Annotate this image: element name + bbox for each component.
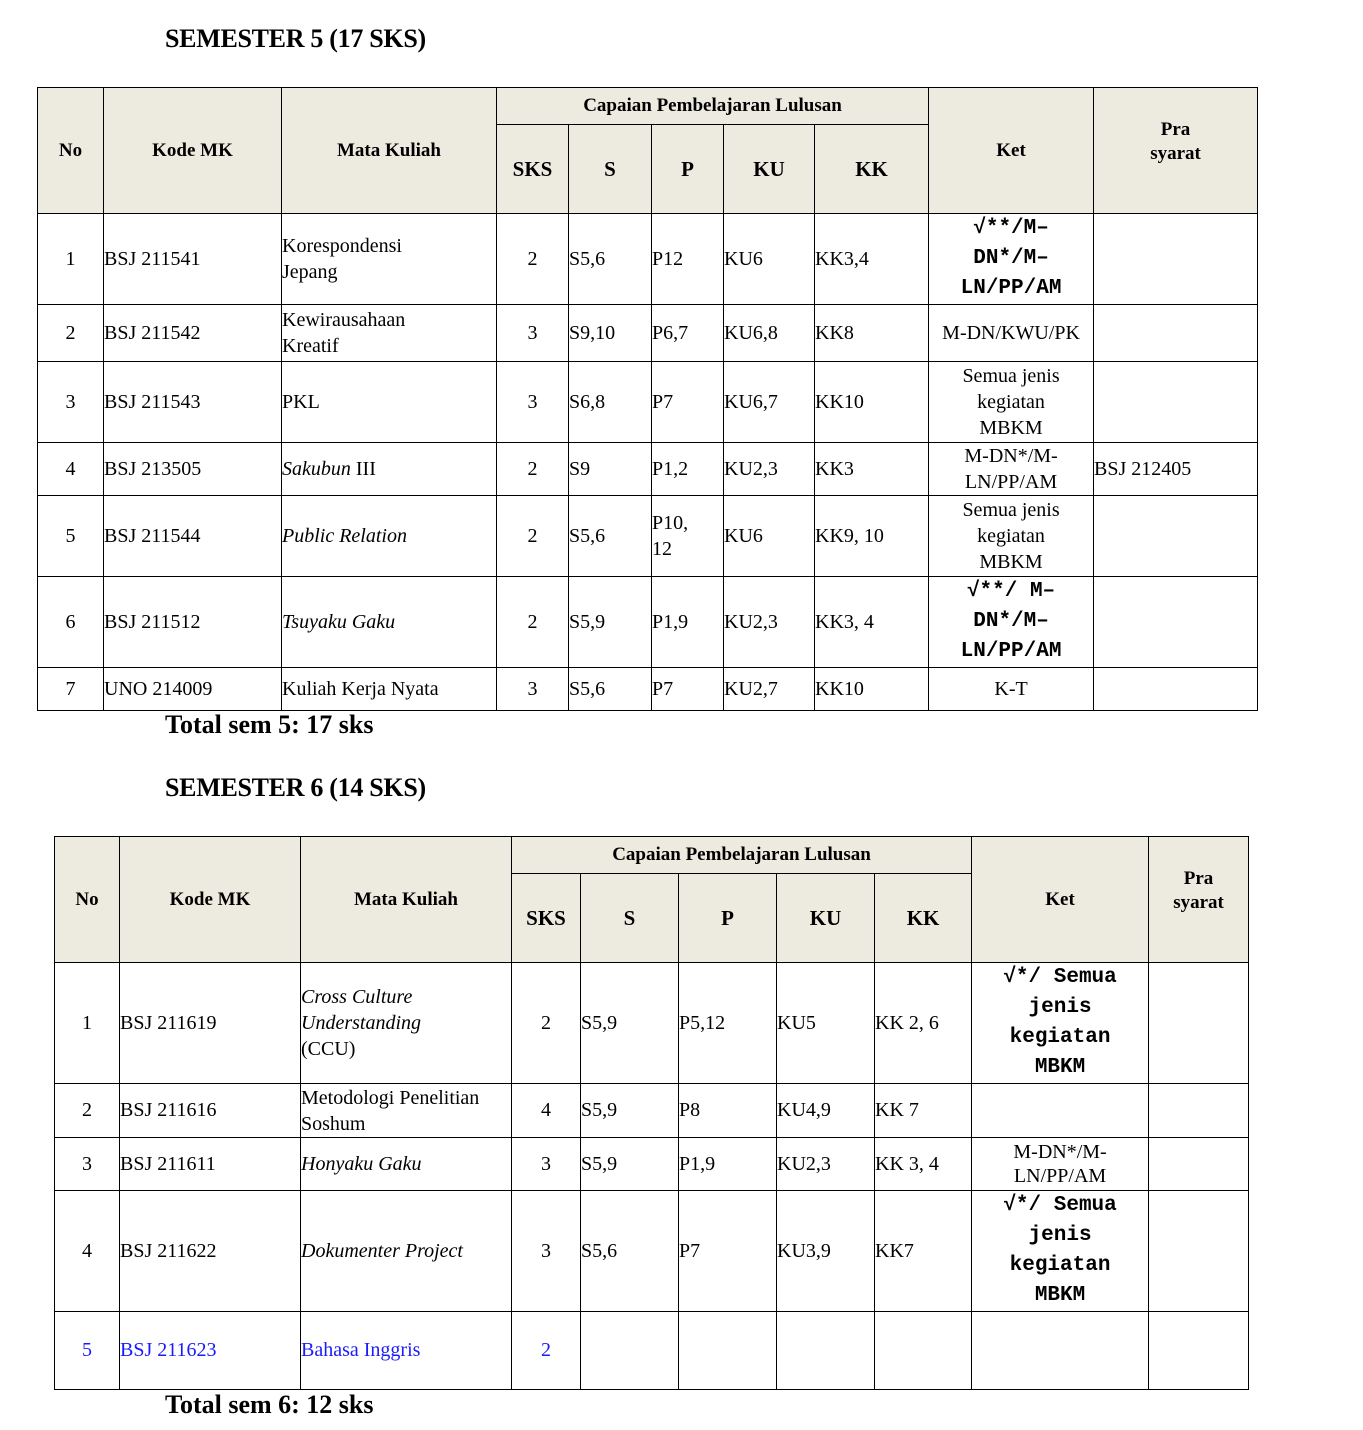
cell-p: P10, 12 xyxy=(652,496,724,577)
cell-prasyarat xyxy=(1149,1138,1249,1191)
cell-no: 5 xyxy=(55,1312,120,1390)
table-row xyxy=(38,668,1258,711)
cell-ket xyxy=(972,1084,1149,1138)
cell-p xyxy=(679,1312,777,1390)
table-row xyxy=(38,214,1258,305)
cell-ket: Semua jenis kegiatan MBKM xyxy=(929,362,1094,443)
cell-sks: 2 xyxy=(497,577,569,668)
cell-p: P1,2 xyxy=(652,443,724,496)
cell-kode: BSJ 211616 xyxy=(120,1084,301,1138)
cell-s: S5,6 xyxy=(569,496,652,577)
cell-no: 5 xyxy=(38,496,104,577)
cell-kode: BSJ 211541 xyxy=(104,214,282,305)
cell-kk: KK3, 4 xyxy=(815,577,929,668)
table-row xyxy=(55,1138,1249,1191)
header-s: S xyxy=(569,125,652,214)
cell-prasyarat xyxy=(1149,1191,1249,1312)
cell-mata-kuliah: Kewirausahaan Kreatif xyxy=(282,305,497,362)
cell-kode: BSJ 211544 xyxy=(104,496,282,577)
cell-kk: KK 3, 4 xyxy=(875,1138,972,1191)
cell-kode: UNO 214009 xyxy=(104,668,282,711)
cell-ku xyxy=(777,1312,875,1390)
cell-ket: M-DN*/M-LN/PP/AM xyxy=(972,1138,1149,1191)
cell-kk: KK3,4 xyxy=(815,214,929,305)
cell-ku: KU6,8 xyxy=(724,305,815,362)
header-kode-mk: Kode MK xyxy=(104,88,282,214)
cell-s: S5,9 xyxy=(569,577,652,668)
table-row xyxy=(38,496,1258,577)
cell-sks: 3 xyxy=(512,1191,581,1312)
header-ket: Ket xyxy=(929,88,1094,214)
header-no: No xyxy=(55,837,120,963)
cell-s: S5,9 xyxy=(581,963,679,1084)
cell-ku: KU5 xyxy=(777,963,875,1084)
cell-sks: 2 xyxy=(512,1312,581,1390)
cell-sks: 2 xyxy=(497,214,569,305)
header-ket: Ket xyxy=(972,837,1149,963)
header-p: P xyxy=(652,125,724,214)
cell-ket xyxy=(972,1312,1149,1390)
semester-5-title: SEMESTER 5 (17 SKS) xyxy=(165,24,426,53)
header-prasyarat-line2: syarat xyxy=(1150,143,1201,164)
header-prasyarat xyxy=(1149,837,1249,963)
cell-p: P8 xyxy=(679,1084,777,1138)
mata-kuliah-rest: III xyxy=(350,457,376,480)
header-capaian-pembelajaran: Capaian Pembelajaran Lulusan xyxy=(497,88,929,125)
cell-no: 3 xyxy=(55,1138,120,1191)
cell-prasyarat xyxy=(1094,496,1258,577)
cell-prasyarat xyxy=(1149,1084,1249,1138)
header-kk: KK xyxy=(875,874,972,963)
cell-mata-kuliah xyxy=(301,963,512,1084)
cell-ku: KU4,9 xyxy=(777,1084,875,1138)
cell-mata-kuliah: Dokumenter Project xyxy=(301,1191,512,1312)
cell-kk: KK10 xyxy=(815,668,929,711)
mata-kuliah-rest: (CCU) xyxy=(301,1038,356,1060)
cell-sks: 2 xyxy=(497,443,569,496)
cell-sks: 3 xyxy=(497,305,569,362)
cell-sks: 3 xyxy=(512,1138,581,1191)
cell-p: P12 xyxy=(652,214,724,305)
cell-p: P7 xyxy=(652,668,724,711)
cell-ket: K-T xyxy=(929,668,1094,711)
cell-mata-kuliah: Bahasa Inggris xyxy=(301,1312,512,1390)
cell-kk: KK9, 10 xyxy=(815,496,929,577)
cell-ket: √**/ M–DN*/M–LN/PP/AM xyxy=(929,577,1094,668)
cell-s: S6,8 xyxy=(569,362,652,443)
cell-ket: √*/ Semua jenis kegiatan MBKM xyxy=(972,963,1149,1084)
cell-kk: KK 2, 6 xyxy=(875,963,972,1084)
cell-kode: BSJ 211623 xyxy=(120,1312,301,1390)
cell-p: P7 xyxy=(652,362,724,443)
cell-kode: BSJ 211619 xyxy=(120,963,301,1084)
table-row xyxy=(38,443,1258,496)
cell-prasyarat xyxy=(1094,214,1258,305)
mata-kuliah-italic: Sakubun xyxy=(282,457,351,480)
cell-prasyarat xyxy=(1094,362,1258,443)
table-row xyxy=(55,1312,1249,1390)
cell-s: S9,10 xyxy=(569,305,652,362)
cell-ku: KU6 xyxy=(724,214,815,305)
cell-kode: BSJ 211622 xyxy=(120,1191,301,1312)
header-sks: SKS xyxy=(512,874,581,963)
header-kk: KK xyxy=(815,125,929,214)
cell-no: 2 xyxy=(38,305,104,362)
semester-6-title: SEMESTER 6 (14 SKS) xyxy=(165,773,426,802)
cell-mata-kuliah: Public Relation xyxy=(282,496,497,577)
cell-kk: KK10 xyxy=(815,362,929,443)
table-row xyxy=(55,963,1249,1084)
cell-mata-kuliah: Kuliah Kerja Nyata xyxy=(282,668,497,711)
cell-p: P1,9 xyxy=(679,1138,777,1191)
cell-p: P6,7 xyxy=(652,305,724,362)
mata-kuliah-italic: Cross Culture Understanding xyxy=(301,986,421,1034)
header-sks: SKS xyxy=(497,125,569,214)
header-prasyarat-line1: Pra xyxy=(1160,119,1191,140)
cell-ku: KU2,3 xyxy=(724,443,815,496)
header-prasyarat-line1: Pra xyxy=(1183,868,1214,889)
cell-s: S5,9 xyxy=(581,1138,679,1191)
cell-prasyarat: BSJ 212405 xyxy=(1094,443,1258,496)
cell-s: S5,6 xyxy=(581,1191,679,1312)
header-kode-mk: Kode MK xyxy=(120,837,301,963)
cell-ku: KU2,3 xyxy=(777,1138,875,1191)
table-row xyxy=(38,362,1258,443)
cell-ket: √*/ Semua jenis kegiatan MBKM xyxy=(972,1191,1149,1312)
semester-5-table xyxy=(37,87,1258,711)
cell-sks: 2 xyxy=(512,963,581,1084)
table-row xyxy=(38,577,1258,668)
cell-p: P5,12 xyxy=(679,963,777,1084)
cell-prasyarat xyxy=(1149,963,1249,1084)
cell-ket: √**/M–DN*/M–LN/PP/AM xyxy=(929,214,1094,305)
cell-mata-kuliah: PKL xyxy=(282,362,497,443)
cell-sks: 4 xyxy=(512,1084,581,1138)
cell-sks: 3 xyxy=(497,362,569,443)
semester-6-table xyxy=(54,836,1249,1390)
header-ku: KU xyxy=(777,874,875,963)
cell-ket: Semua jenis kegiatan MBKM xyxy=(929,496,1094,577)
cell-p: P7 xyxy=(679,1191,777,1312)
cell-ket: M-DN/KWU/PK xyxy=(929,305,1094,362)
cell-mata-kuliah xyxy=(282,443,497,496)
cell-no: 1 xyxy=(38,214,104,305)
cell-no: 1 xyxy=(55,963,120,1084)
header-s: S xyxy=(581,874,679,963)
cell-ku: KU3,9 xyxy=(777,1191,875,1312)
cell-no: 4 xyxy=(38,443,104,496)
header-mata-kuliah: Mata Kuliah xyxy=(282,88,497,214)
header-p: P xyxy=(679,874,777,963)
cell-sks: 3 xyxy=(497,668,569,711)
cell-prasyarat xyxy=(1094,668,1258,711)
header-capaian-pembelajaran: Capaian Pembelajaran Lulusan xyxy=(512,837,972,874)
cell-s xyxy=(581,1312,679,1390)
cell-ku: KU6 xyxy=(724,496,815,577)
table-row xyxy=(55,1191,1249,1312)
cell-kode: BSJ 211611 xyxy=(120,1138,301,1191)
table-row xyxy=(55,1084,1249,1138)
cell-kk xyxy=(875,1312,972,1390)
cell-sks: 2 xyxy=(497,496,569,577)
cell-kode: BSJ 211512 xyxy=(104,577,282,668)
cell-kode: BSJ 211543 xyxy=(104,362,282,443)
header-ku: KU xyxy=(724,125,815,214)
cell-kk: KK8 xyxy=(815,305,929,362)
cell-kk: KK 7 xyxy=(875,1084,972,1138)
cell-kode: BSJ 213505 xyxy=(104,443,282,496)
cell-prasyarat xyxy=(1094,577,1258,668)
cell-ku: KU6,7 xyxy=(724,362,815,443)
cell-mata-kuliah: Metodologi Penelitian Soshum xyxy=(301,1084,512,1138)
cell-ku: KU2,7 xyxy=(724,668,815,711)
cell-mata-kuliah: Honyaku Gaku xyxy=(301,1138,512,1191)
cell-s: S5,6 xyxy=(569,214,652,305)
cell-kk: KK3 xyxy=(815,443,929,496)
cell-s: S5,9 xyxy=(581,1084,679,1138)
cell-prasyarat xyxy=(1149,1312,1249,1390)
header-no: No xyxy=(38,88,104,214)
cell-no: 4 xyxy=(55,1191,120,1312)
header-prasyarat xyxy=(1094,88,1258,214)
cell-p: P1,9 xyxy=(652,577,724,668)
cell-ku: KU2,3 xyxy=(724,577,815,668)
cell-s: S9 xyxy=(569,443,652,496)
cell-no: 7 xyxy=(38,668,104,711)
table-row xyxy=(38,305,1258,362)
cell-s: S5,6 xyxy=(569,668,652,711)
cell-ket: M-DN*/M-LN/PP/AM xyxy=(929,443,1094,496)
header-mata-kuliah: Mata Kuliah xyxy=(301,837,512,963)
header-prasyarat-line2: syarat xyxy=(1173,892,1224,913)
cell-mata-kuliah: Korespondensi Jepang xyxy=(282,214,497,305)
semester-6-total: Total sem 6: 12 sks xyxy=(165,1390,374,1419)
cell-mata-kuliah: Tsuyaku Gaku xyxy=(282,577,497,668)
cell-kode: BSJ 211542 xyxy=(104,305,282,362)
cell-prasyarat xyxy=(1094,305,1258,362)
cell-no: 3 xyxy=(38,362,104,443)
cell-kk: KK7 xyxy=(875,1191,972,1312)
semester-5-total: Total sem 5: 17 sks xyxy=(165,710,374,739)
cell-no: 2 xyxy=(55,1084,120,1138)
cell-no: 6 xyxy=(38,577,104,668)
